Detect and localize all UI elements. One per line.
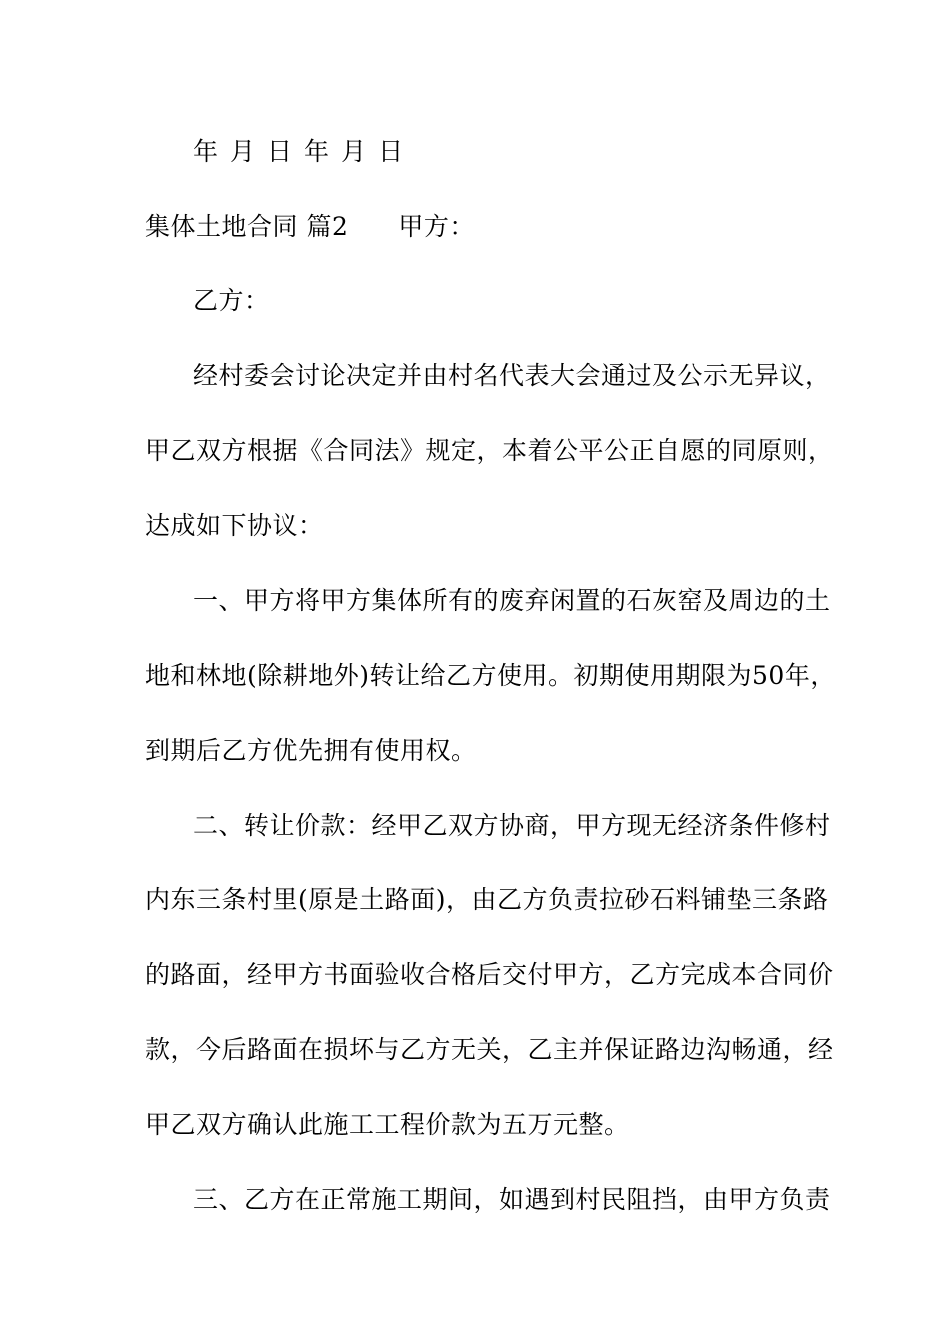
date-day-2: 日 [378, 137, 404, 166]
paragraph-line: 一、甲方将甲方集体所有的废弃闲置的石灰窑及周边的土 [193, 586, 831, 615]
paragraph-line: 经村委会讨论决定并由村名代表大会通过及公示无异议， [193, 361, 831, 390]
date-month-2: 月 [341, 137, 367, 166]
date-month-1: 月 [230, 137, 256, 166]
date-year-1: 年 [193, 137, 219, 166]
contract-heading [145, 211, 475, 243]
paragraph-line: 的路面，经甲方书面验收合格后交付甲方，乙方完成本合同价 [145, 960, 834, 989]
paragraph-line: 甲乙双方根据《合同法》规定，本着公平公正自愿的同原则， [145, 436, 834, 465]
paragraph-line: 二、转让价款：经甲乙双方协商，甲方现无经济条件修村 [193, 811, 831, 840]
paragraph-line: 款，今后路面在损坏与乙方无关，乙主并保证路边沟畅通，经 [145, 1035, 834, 1064]
paragraph-line: 地和林地(除耕地外)转让给乙方使用。初期使用期限为50年， [145, 661, 836, 690]
paragraph-line: 内东三条村里(原是土路面)，由乙方负责拉砂石料铺垫三条路 [145, 885, 829, 914]
party-a-label: 甲方： [398, 212, 475, 241]
date-year-2: 年 [304, 137, 330, 166]
paragraph-line: 三、乙方在正常施工期间，如遇到村民阻挡，由甲方负责 [193, 1185, 831, 1214]
paragraph-line: 甲乙双方确认此施工工程价款为五万元整。 [145, 1110, 630, 1139]
contract-section: 篇2 [306, 212, 349, 241]
paragraph-line: 达成如下协议： [145, 511, 324, 540]
signature-date-line [193, 136, 415, 168]
contract-title: 集体土地合同 [145, 212, 299, 241]
date-day-1: 日 [267, 137, 293, 166]
paragraph-line: 到期后乙方优先拥有使用权。 [145, 736, 477, 765]
party-b-label: 乙方： [193, 286, 270, 315]
